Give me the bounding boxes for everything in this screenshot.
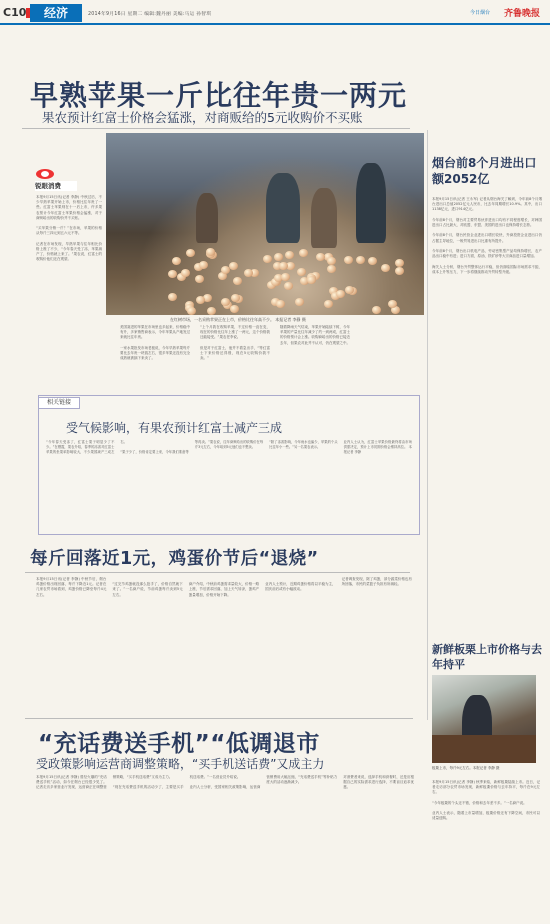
apple-fruit <box>281 273 290 281</box>
apple-fruit <box>207 307 216 315</box>
lead-subheadline: 果农预计红富士价格会猛涨，对商贩给的5元收购价不买账 <box>42 110 363 125</box>
apple-fruit <box>263 255 272 263</box>
apple-fruit <box>327 265 336 273</box>
apple-fruit <box>381 264 390 272</box>
section-label: 经济 <box>30 4 82 22</box>
eye-pupil <box>41 171 49 177</box>
apple-fruit <box>368 257 377 265</box>
apple-fruit <box>221 266 230 274</box>
apple-fruit <box>274 253 283 261</box>
apple-fruit <box>295 298 304 306</box>
chestnut-pile <box>432 735 536 763</box>
apple-fruit <box>231 294 240 302</box>
phone-subheadline: 受政策影响运营商调整策略，“买手机送话费”又成主力 <box>36 757 325 771</box>
apple-fruit <box>230 305 239 313</box>
chestnut-headline: 新鲜板栗上市价格与去年持平 <box>432 643 542 671</box>
apple-fruit <box>395 267 404 275</box>
apple-fruit <box>229 262 238 270</box>
article-column: 随着降雨天气结束，苹果开始陆续下树，今年苹果的产量比往年减少了约一到两成，红富士的价格预计会上涨。收购商给出的价格已接近去年，但果农对此并不认可，仍在观望之中。 <box>280 325 350 345</box>
apple-fruit <box>244 269 253 277</box>
apple-fruit <box>307 276 316 284</box>
column-badge: 锐眼消费 <box>35 181 77 191</box>
phone-headline: “充话费送手机”“低调退市 <box>38 731 320 757</box>
related-article: “今年春天受冻了，红富士果子明显少了不少。”在栖霞，果农介绍，春季的冻害对红富士苹果的坐果率影响较大，不少果园减产三成左右。 “果子少了，价格肯定要上来，今年我们准备等等再卖。”果农说，往年商贩给出的收购价在每斤3元左右，今年给到5元他们也不想卖。 “除了冻害影响，今年雨水也偏少，苹果的个头比往年小一些。”另一名果农表示。 业内人士认为，红富士苹果价格最终将由市场供需决定，预计上市初期价格会维持高位。 本报记者 李静 <box>46 440 412 454</box>
apple-fruit <box>372 306 381 314</box>
apple-fruit <box>172 257 181 265</box>
apple-fruit <box>279 262 288 270</box>
article-column: 本报9月15日讯(记者 李静) 中秋过后，不少早熟苹果开始上市，价格比往年贵了一些。红富士苹果则在十一后上市，许多果农预计今年红富士苹果价格会猛涨，对于商贩给出的收购价并不买账。 “买苹果分销一斤？”在市场，苹果的价格从每斤三四元到五六元不等。 记者在市场发现，早熟苹果与往年相比价格上涨了不少，“今年春天受了冻，苹果减产了，价格就上来了。”果农说，红富士的收购价他们还在观望。 <box>36 195 102 262</box>
egg-headline: 每斤回落近1元，鸡蛋价节后“退烧” <box>30 549 319 569</box>
apple-fruit <box>276 300 285 308</box>
related-headline: 受气候影响，有果农预计红富士减产三成 <box>66 421 283 435</box>
sidebar-article: 本报9月15日讯(记者 王永军) 记者从烟台海关了解到，今年前8个月烟台进出口总值2052亿元人民币，比去年同期增长10.9%。其中，出口1138亿元，进口914亿元。 今年前8个月，烟台对主要贸易伙伴进出口均有不同程度增长，对韩国进出口占比最大，对欧盟、东盟、美国的进出口也保持增长态势。 今年前8个月，烟台民营企业进出口增长较快，外商投资企业进出口仍占据主导地位，一般贸易进出口比重有所提升。 今年前8个月，烟台出口机电产品、劳动密集型产品均保持增长，农产品出口稳中有进；进口方面，原油、铁矿砂等大宗商品进口量增加。 海关人士分析，烟台外贸整体运行平稳，但仍面临国际市场需求不振、成本上升等压力，下一步将继续推动外贸转型升级。 <box>432 197 542 274</box>
apple-fruit <box>345 286 354 294</box>
egg-article: 本报9月15日讯(记者 李静) 中秋节后，烟台鸡蛋价格出现回落，每斤下降近1元。记者在几家农贸市场看到，鸡蛋价格已降至每斤4元左右。 “过完节鸡蛋就没那么抢手了，价格自然就下来了。”一名商户说，节前鸡蛋每斤卖到5元左右。 商户介绍，中秋前鸡蛋需求量较大，价格一路上涨，节后需求回落，加上天气转凉，蛋鸡产蛋量增加，价格开始下降。 业内人士预计，近期鸡蛋价格将以平稳为主，国庆前后或有小幅波动。 记者调查发现，除了鸡蛋，部分蔬菜价格也有所回落，市民的菜篮子负担有所减轻。 <box>36 577 412 597</box>
apple-fruit <box>196 296 205 304</box>
sub-edition: 今日烟台 <box>469 10 490 16</box>
column-divider <box>427 130 428 720</box>
chestnut-photo <box>432 675 536 763</box>
apple-fruit <box>395 259 404 267</box>
page-number: C10 <box>3 6 27 19</box>
sidebar-headline: 烟台前8个月进出口额2052亿 <box>432 156 537 186</box>
person-figure <box>311 188 337 248</box>
apple-fruit <box>221 298 230 306</box>
apple-fruit <box>233 277 242 285</box>
apple-fruit <box>356 256 365 264</box>
apple-fruit <box>168 293 177 301</box>
phone-article: 本报9月15日讯(记者 李静) 曾经火爆的“充话费送手机”活动，如今在烟台已经很少见了。记者走访多家营业厅发现，运营商正在调整营销策略，“买手机送话费”又成为主力。 “现在充话费送手机的活动少了，主要是买手机送话费。”一名营业员介绍说。 业内人士分析，受国家相关政策影响，运营商营销费用大幅压缩，“充话费送手机”等补贴力度大的活动逐渐减少。 对消费者来说，选择手机和套餐时，还是应根据自己的实际需求进行选择，不要盲目追求优惠。 <box>36 775 414 790</box>
divider <box>22 128 410 129</box>
lead-photo <box>106 133 424 315</box>
apple-fruit <box>168 270 177 278</box>
apple-fruit <box>284 282 293 290</box>
lead-headline: 早熟苹果一斤比往年贵一两元 <box>30 79 408 112</box>
person-figure <box>356 163 386 243</box>
related-tag: 相关链接 <box>38 397 80 409</box>
person-figure <box>196 193 218 243</box>
apple-fruit <box>181 269 190 277</box>
chestnut-article: 本报9月15日讯(记者 李静) 秋季来临，新鲜板栗陆续上市。近日，记者走访部分农贸市场发现，新鲜板栗价格与去年持平，每斤在9元左右。 “今年板栗的个头还不错，价格和去年差不多。”一名商户说。 业内人士表示，随着上市量增加，板栗价格还有下降空间，市民可以适量选购。 <box>432 780 540 821</box>
apple-fruit <box>336 290 345 298</box>
issue-meta: 2014年9月16日 星期二 编辑:魏丹丽 美编:马运 孙智琪 <box>88 12 212 17</box>
person-figure <box>266 173 300 243</box>
apple-fruit <box>285 251 294 259</box>
article-column: “上个月我在收购苹果，不过价格一直在变，现在的价格比往年上涨了一两元，这个价格我还能接受。”果农老李说。 但是对于红富士，他并不着急出手，“等红富士下来价格还得涨，现在5元收购价我不卖。” <box>200 325 270 361</box>
apple-fruit <box>324 300 333 308</box>
divider <box>25 718 413 719</box>
apple-fruit <box>316 253 325 261</box>
article-column: 美国赛进的苹果在市场里也多起来，价格稳中有升，多家销售商表示，今年苹果从产地发过来就比往年贵。 一家水果批发市场老板说，今年早熟苹果每斤要比去年贵一块钱左右，很多苹果还没有完全成熟就被摘下来卖了。 <box>120 325 190 361</box>
apple-fruit <box>344 256 353 264</box>
apple-fruit <box>206 248 215 256</box>
photo-caption: 在红树市场，一名采购苹果正在上市，价格比往年高不少。 本报记者 李静 摄 <box>170 317 306 322</box>
header-rule <box>0 23 550 25</box>
apple-fruit <box>327 257 336 265</box>
apple-fruit <box>299 249 308 257</box>
apple-fruit <box>388 300 397 308</box>
apple-fruit <box>199 261 208 269</box>
chestnut-caption: 板栗上市，每斤9元左右。本报记者 李静 摄 <box>432 766 500 770</box>
apple-fruit <box>297 268 306 276</box>
paper-logo: 齐鲁晚报 <box>503 9 540 19</box>
apple-fruit <box>195 275 204 283</box>
divider <box>25 572 410 573</box>
apple-fruit <box>186 249 195 257</box>
apple-fruit <box>187 307 196 315</box>
